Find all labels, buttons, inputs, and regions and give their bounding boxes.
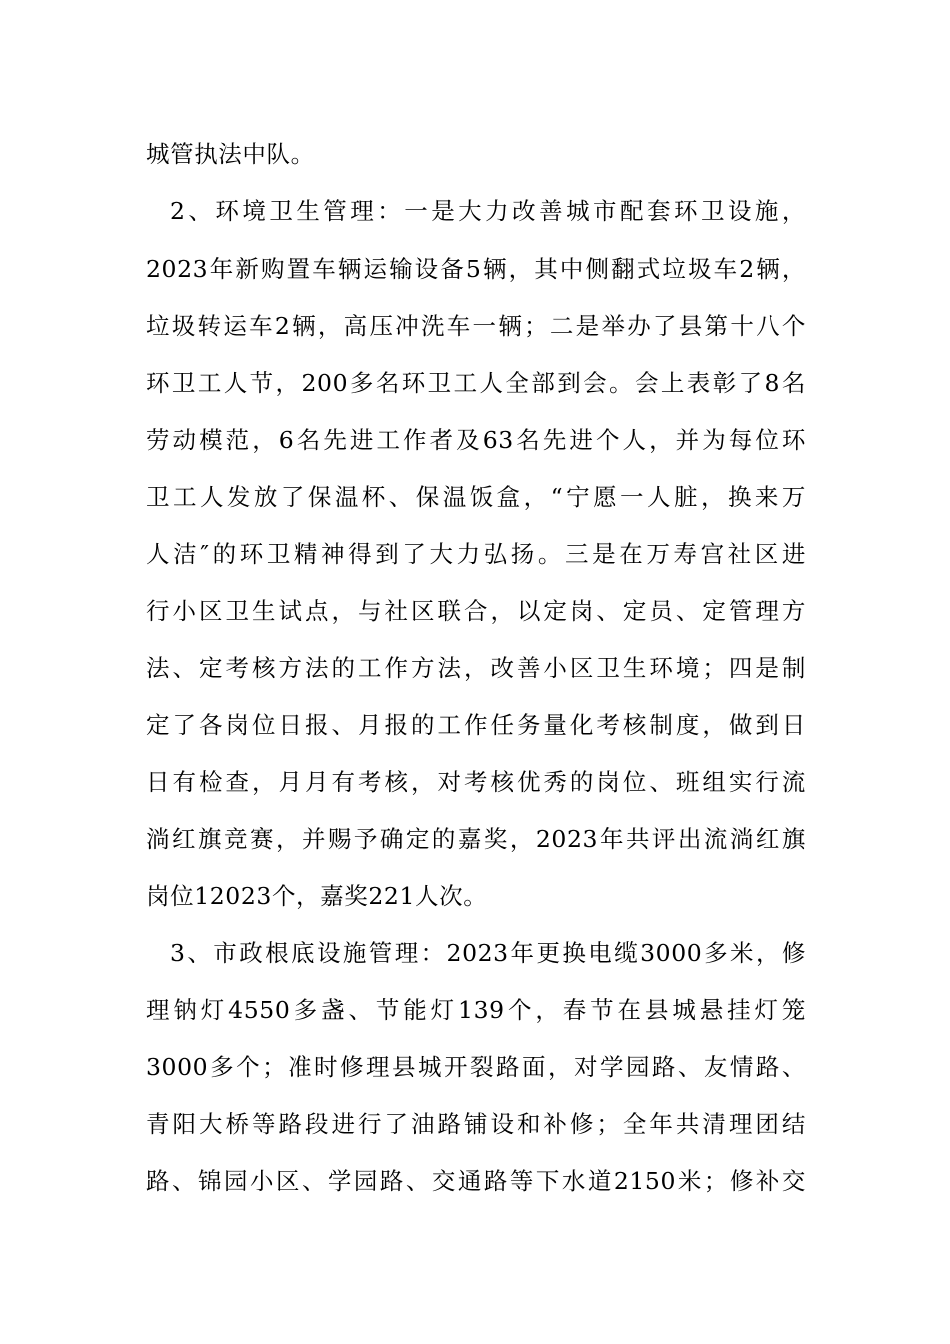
text-line: 日有检查，月月有考核，对考核优秀的岗位、班组实行流 xyxy=(146,768,806,796)
text-line: 3000多个；准时修理县城开裂路面，对学园路、友情路、 xyxy=(146,1053,806,1081)
text-line: 卫工人发放了保温杯、保温饭盒，“宁愿一人脏，换来万 xyxy=(146,483,806,511)
text-line: 环卫工人节，200多名环卫工人全部到会。会上表彰了8名 xyxy=(146,369,806,397)
text-line: 路、锦园小区、学园路、交通路等下水道2150米；修补交 xyxy=(146,1167,806,1195)
text-line: 行小区卫生试点，与社区联合，以定岗、定员、定管理方 xyxy=(146,597,806,625)
text-line: 理钠灯4550多盏、节能灯139个，春节在县城悬挂灯笼 xyxy=(146,996,806,1024)
text-line: 城管执法中队。 xyxy=(146,140,315,168)
text-line: 劳动模范，6名先进工作者及63名先进个人，并为每位环 xyxy=(146,426,806,454)
text-line: 淌红旗竞赛，并赐予确定的嘉奖，2023年共评出流淌红旗 xyxy=(146,825,806,853)
text-line: 3、市政根底设施管理：2023年更换电缆3000多米，修 xyxy=(170,939,806,967)
text-line: 2、环境卫生管理：一是大力改善城市配套环卫设施， xyxy=(170,197,806,225)
text-line: 法、定考核方法的工作方法，改善小区卫生环境；四是制 xyxy=(146,654,806,682)
text-line: 岗位12023个，嘉奖221人次。 xyxy=(146,882,488,910)
text-line: 定了各岗位日报、月报的工作任务量化考核制度，做到日 xyxy=(146,711,806,739)
text-line: 人洁″的环卫精神得到了大力弘扬。三是在万寿宫社区进 xyxy=(146,540,806,568)
text-line: 2023年新购置车辆运输设备5辆，其中侧翻式垃圾车2辆， xyxy=(146,255,806,283)
text-line: 青阳大桥等路段进行了油路铺设和补修；全年共清理团结 xyxy=(146,1110,806,1138)
text-line: 垃圾转运车2辆，高压冲洗车一辆；二是举办了县第十八个 xyxy=(146,312,806,340)
